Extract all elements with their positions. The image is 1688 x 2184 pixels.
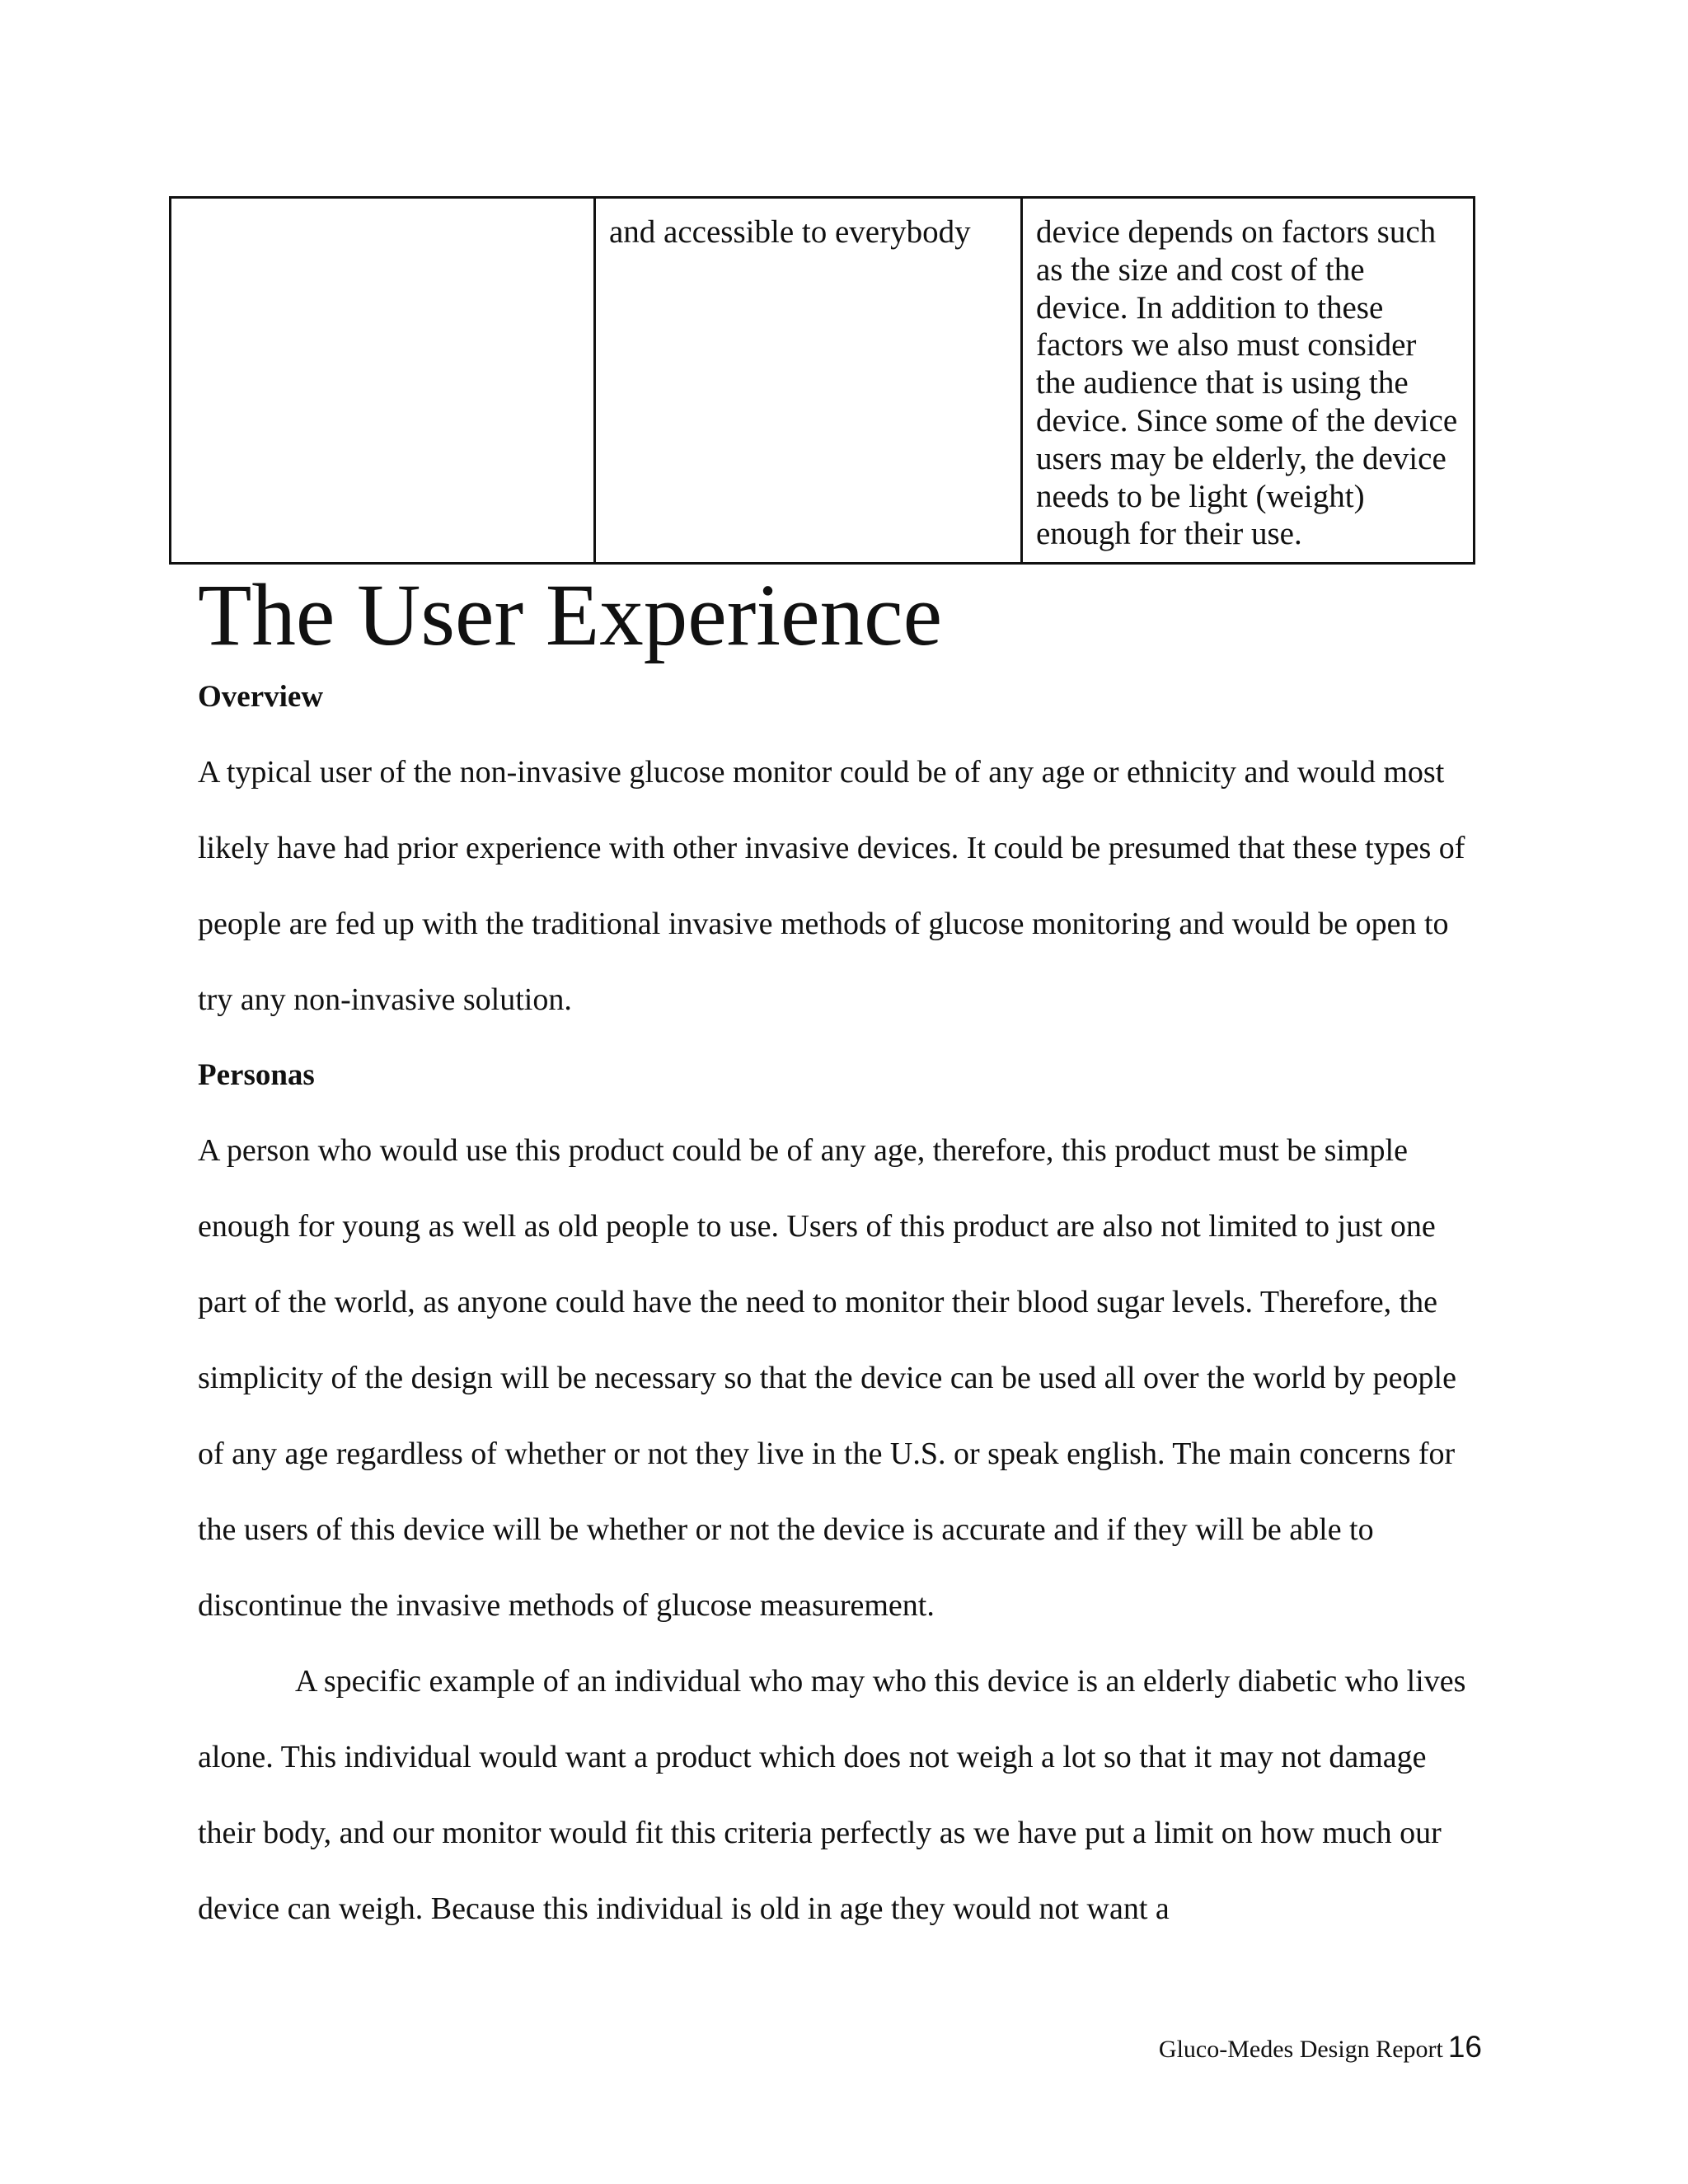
table-cell: device depends on factors such as the size and cost of the device. In addition to these factors we also must consider the audience that is using the device. Since some of the device users may be elderly, the device needs to be light (weight) enough for their use. — [1022, 198, 1475, 564]
personas-paragraph: A person who would use this product could be of any age, therefore, this product must be simple enough for young as well as old people to use. Users of this product are also not limited to just one part of the world, as anyone could have the need to monitor their blood sugar levels. Therefore, the simplicity of the design will be necessary so that the device can be used all over the world by people of any age regardless of whether or not they live in the U.S. or speak english. The main concerns for the users of this device will be whether or not the device is accurate and if they will be able to discontinue the invasive methods of glucose measurement. — [198, 1133, 1456, 1623]
personas-heading: Personas — [198, 1058, 315, 1092]
page-number: 16 — [1447, 2030, 1482, 2064]
table-row — [171, 198, 1475, 564]
table-cell — [171, 198, 595, 564]
example-paragraph: A specific example of an individual who may who this device is an elderly diabetic who lives alone. This individual would want a product which does not weigh a lot so that it may not damage their body, and our monitor would fit this criteria perfectly as we have put a limit on how much our device can weigh. Because this individual is old in age they would not want a — [198, 1664, 1466, 1926]
section-title: The User Experience — [198, 567, 943, 664]
requirements-table — [169, 196, 1475, 565]
table-cell: and accessible to everybody — [595, 198, 1022, 564]
overview-heading: Overview — [198, 680, 324, 714]
report-title: Gluco-Medes Design Report — [1158, 2036, 1443, 2063]
page-footer — [1159, 2029, 1482, 2068]
overview-paragraph: A typical user of the non-invasive glucose monitor could be of any age or ethnicity and would most likely have had prior experience with other invasive devices. It could be presumed that these types of people are fed up with the traditional invasive methods of glucose monitoring and would be open to try any non-invasive solution. — [198, 755, 1465, 1017]
